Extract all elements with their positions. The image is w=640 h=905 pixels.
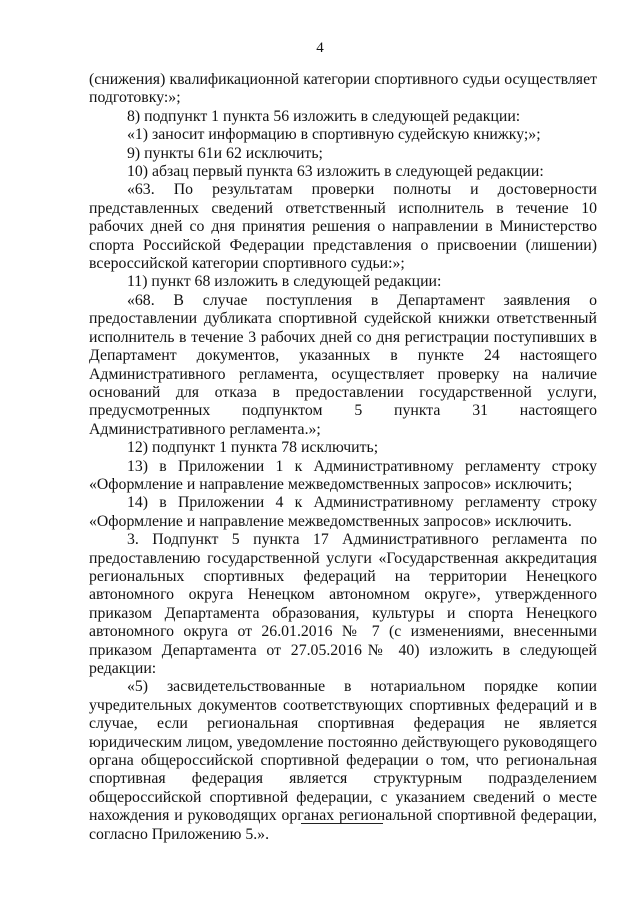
paragraph: 11) пункт 68 изложить в следующей редакции: [127,273,442,291]
paragraph: «5) засвидетельствованные в нотариальном порядке копии учредительных документов соответствующих спортивных федераций и в случае, если региональная спортивная федерация не является юридическим лицом, уведомление постоянно действующего руководящего органа общероссийской спортивной федерации о том, что региональная спортивная федерация является структурным подразделением общероссийской спортивной федерации, с указанием сведений о месте нахождения и руководящих органах региональной спортивной федерации, согласно Приложению 5.». [89,678,597,843]
paragraph: (снижения) квалификационной категории спортивного судьи осуществляет подготовку:»; [89,71,597,107]
document-body [89,71,597,844]
paragraph: 12) подпункт 1 пункта 78 исключить; [127,439,379,457]
separator-line [301,823,383,824]
paragraph: «1) заносит информацию в спортивную судейскую книжку;»; [127,126,541,144]
paragraph: «63. По результатам проверки полноты и достоверности представленных сведений ответственный исполнитель в течение 10 рабочих дней со дня принятия решения о направлении в Министерство спорта Российской Федерации представления о присвоении (лишении) всероссийской категории спортивного судьи:»; [89,181,597,273]
paragraph: «68. В случае поступления в Департамент заявления о предоставлении дубликата спортивной судейской книжки ответственный исполнитель в течение 3 рабочих дней со дня регистрации поступивших в Департамент документов, указанных в пункте 24 настоящего Административного регламента, осуществляет проверку на наличие оснований для отказа в предоставлении государственной услуги, предусмотренных подпунктом 5 пункта 31 настоящего Административного регламента.»; [89,291,597,438]
paragraph: 13) в Приложении 1 к Административному регламенту строку «Оформление и направление межведомственных запросов» исключить; [89,457,597,493]
page-number: 4 [316,40,324,56]
paragraph: 8) подпункт 1 пункта 56 изложить в следующей редакции: [127,107,521,125]
paragraph: 9) пункты 61и 62 исключить; [127,144,323,162]
paragraph: 10) абзац первый пункта 63 изложить в следующей редакции: [127,163,544,181]
paragraph: 3. Подпункт 5 пункта 17 Административного регламента по предоставлению государственной услуги «Государственная аккредитация региональных спортивных федераций на территории Ненецкого автономного округа Ненецком автономном округе», утвержденного приказом Департамента образования, культуры и спорта Ненецкого автономного округа от 26.01.2016 № 7 (с изменениями, внесенными приказом Департамента от 27.05.2016№ 40) изложить в следующей редакции: [89,531,597,677]
paragraph: 14) в Приложении 4 к Административному регламенту строку «Оформление и направление межведомственных запросов» исключить. [89,494,597,530]
